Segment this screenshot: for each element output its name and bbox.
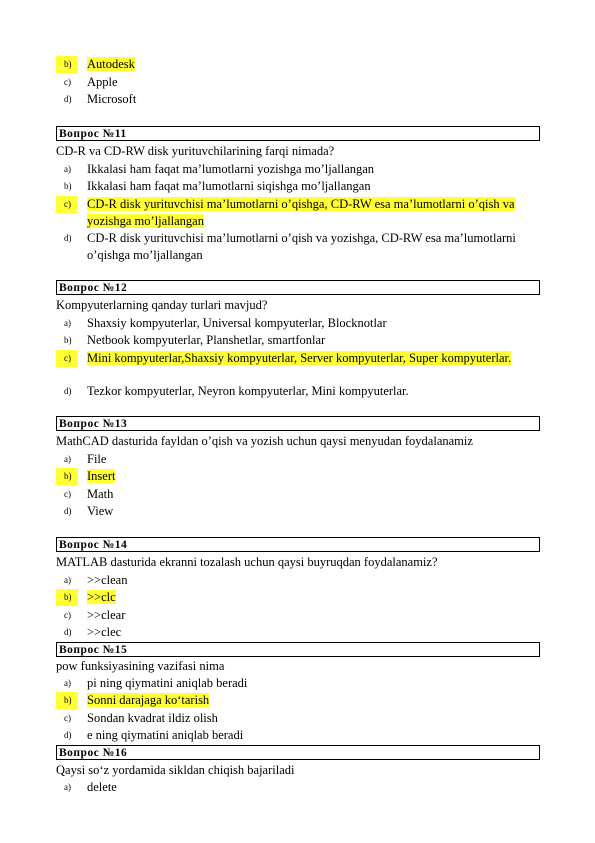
option-text: Ikkalasi ham faqat ma’lumotlarni siqishga mo’ljallangan xyxy=(87,179,371,193)
option-letter: b) xyxy=(56,692,78,709)
question-text: pow funksiyasining vazifasi nima xyxy=(56,659,225,673)
option-letter: b) xyxy=(56,56,78,73)
option-letter: a) xyxy=(64,318,71,328)
option-text: Tezkor kompyuterlar, Neyron kompyuterlar, Mini kompyuterlar. xyxy=(87,384,409,398)
option-letter: a) xyxy=(64,782,71,792)
option-text: e ning qiymatini aniqlab beradi xyxy=(87,728,244,742)
question-header: Вопрос №14 xyxy=(56,537,540,552)
option-text: Sondan kvadrat ildiz olish xyxy=(87,711,218,725)
question-text: Kompyuterlarning qanday turlari mavjud? xyxy=(56,298,268,312)
question-text: MATLAB dasturida ekranni tozalash uchun qaysi buyruqdan foydalanamiz? xyxy=(56,555,438,569)
option-letter: d) xyxy=(64,506,72,516)
option-text: pi ning qiymatini aniqlab beradi xyxy=(87,676,248,690)
question-header: Вопрос №12 xyxy=(56,280,540,295)
option-text: CD-R disk yurituvchisi ma’lumotlarni o’qish va yozishga, CD-RW esa ma’lumotlarni o’qishga mo’ljallangan xyxy=(87,231,516,262)
option-letter: d) xyxy=(64,233,72,243)
option-text: >>clean xyxy=(87,573,128,587)
option-letter: c) xyxy=(64,713,71,723)
question-text: Qaysi so‘z yordamida sikldan chiqish bajariladi xyxy=(56,763,295,777)
option-letter: c) xyxy=(64,610,71,620)
option-letter: d) xyxy=(64,730,72,740)
option-letter: b) xyxy=(64,181,72,191)
question-header: Вопрос №13 xyxy=(56,416,540,431)
option-text: Shaxsiy kompyuterlar, Universal kompyuterlar, Blocknotlar xyxy=(87,316,387,330)
option-letter: b) xyxy=(56,589,78,606)
question-text: MathCAD dasturida fayldan o’qish va yozish uchun qaysi menyudan foydalanamiz xyxy=(56,434,473,448)
option-text: Autodesk xyxy=(87,57,135,71)
option-letter: a) xyxy=(64,164,71,174)
option-text: >>clear xyxy=(87,608,126,622)
option-text: >>clec xyxy=(87,625,122,639)
option-letter: b) xyxy=(64,335,72,345)
question-text: CD-R va CD-RW disk yurituvchilarining farqi nimada? xyxy=(56,144,335,158)
option-letter: d) xyxy=(64,94,72,104)
question-header: Вопрос №15 xyxy=(56,642,540,657)
option-text: >>clc xyxy=(87,590,116,604)
option-letter: a) xyxy=(64,454,71,464)
option-letter: b) xyxy=(56,468,78,485)
option-text: File xyxy=(87,452,107,466)
question-header: Вопрос №11 xyxy=(56,126,540,141)
option-text: Insert xyxy=(87,469,116,483)
option-text: Math xyxy=(87,487,114,501)
option-text: Microsoft xyxy=(87,92,137,106)
option-letter: a) xyxy=(64,575,71,585)
option-text: Netbook kompyuterlar, Planshetlar, smartfonlar xyxy=(87,333,326,347)
option-letter: c) xyxy=(64,77,71,87)
option-letter: c) xyxy=(56,196,77,213)
option-letter: c) xyxy=(64,489,71,499)
option-text: Ikkalasi ham faqat ma’lumotlarni yozishga mo’ljallangan xyxy=(87,162,375,176)
option-letter: d) xyxy=(64,386,72,396)
option-text: CD-R disk yurituvchisi ma’lumotlarni o’qishga, CD-RW esa ma’lumotlarni o’qish va yozishga mo’ljallangan xyxy=(87,197,515,228)
option-letter: c) xyxy=(56,350,77,367)
option-letter: d) xyxy=(64,627,72,637)
option-text: View xyxy=(87,504,114,518)
option-text: Apple xyxy=(87,75,118,89)
option-text: Sonni darajaga ko‘tarish xyxy=(87,693,210,707)
option-text: Mini kompyuterlar,Shaxsiy kompyuterlar, Server kompyuterlar, Super kompyuterlar. xyxy=(87,351,512,365)
option-text: delete xyxy=(87,780,117,794)
option-letter: a) xyxy=(64,678,71,688)
question-header: Вопрос №16 xyxy=(56,745,540,760)
